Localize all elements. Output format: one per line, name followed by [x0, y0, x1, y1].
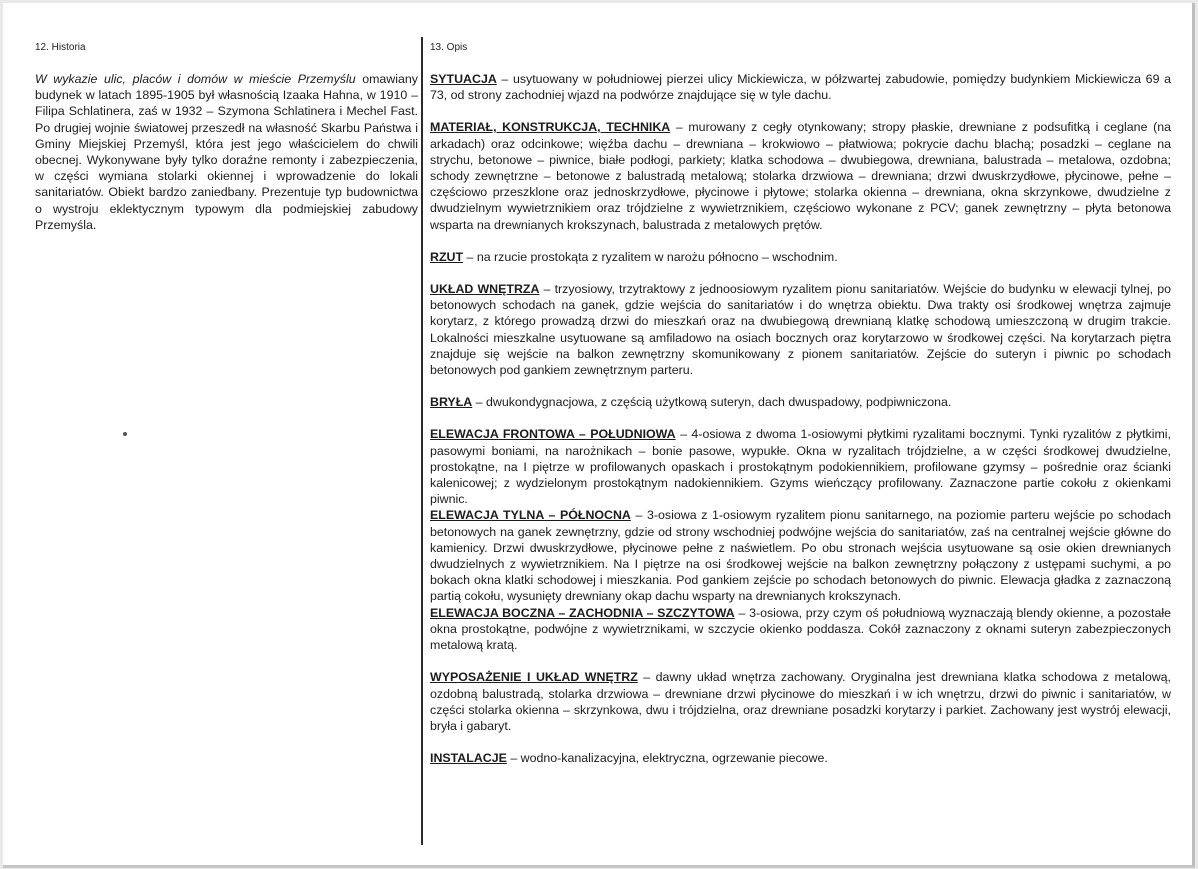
section-elewacja-frontowa — [430, 426, 1171, 507]
document-page — [3, 3, 1195, 868]
section-label: ELEWACJA BOCZNA – ZACHODNIA – SZCZYTOWA — [430, 605, 735, 620]
section-rzut — [430, 249, 1171, 265]
section-label: ELEWACJA FRONTOWA – POŁUDNIOWA — [430, 427, 676, 442]
section-sytuacja — [430, 71, 1171, 103]
section-elewacja-tylna — [430, 507, 1171, 604]
section-uklad-wnetrza — [430, 281, 1171, 378]
section-text: – na rzucie prostokąta z ryzalitem w narożu północno – wschodnim. — [463, 249, 838, 264]
section-elewacja-boczna — [430, 605, 1171, 654]
section-instalacje — [430, 750, 1171, 766]
historia-column — [35, 41, 418, 233]
section-material — [430, 119, 1171, 232]
section-text: – 3-osiowa, przy czym oś południową wyznaczają blendy okienne, a pozostałe okna prostokątne, podwójne z wywietrznikami, w szczycie okienko poddasza. Cokół zaznaczony z oknami suteryn zabezpieczonych metalową kratą. — [430, 605, 1171, 653]
section-text: – trzyosiowy, trzytraktowy z jednoosiowym ryzalitem pionu sanitariatów. Wejście do budynku w elewacji tylnej, po betonowych schodach na ganek, gdzie wejścia do sanitariatów i do wnętrza obiektu. Dwa trakty osi środkowej wnętrza zajmuje korytarz, z którego prowadzą drzwi do mieszkań oraz na dwubiegową drewnianą klatkę schodową umieszczoną w drugim trakcie. Lokalności mieszkalne usytuowane są amfiladowo na osiach bocznych oraz korytarzowo w środkowej części. Na korytarzach piętra znajduje się wejście na balkon zewnętrzny skomunikowany z pionem sanitariatów. Zejście do suteryn i piwnic po schodach betonowych pod gankiem zewnętrznym parteru. — [430, 282, 1171, 378]
opis-column — [430, 41, 1171, 766]
section-text: – 3-osiowa z 1-osiowym ryzalitem pionu sanitarnego, na poziomie parteru wejście po schodach betonowych na ganek zewnętrzny, gdzie od strony wschodniej podwójne wejścia do sanitariatów, zaś na centralnej wejście główne do kamienicy. Drzwi dwuskrzydłowe, płycinowe pełne z naświetlem. Po obu stronach wejścia usytuowane są osie okien drewnianych dwudzielnych z wywietrznikiem. Na I piętrze na osi środkowej wejście na balkon zewnętrzny połączony z ustępami suchymi, a po bokach okna klatki schodowej i mieszkania. Pod gankiem zejście po schodach betonowych do piwnic. Elewacja gładka z zaznaczoną partią cokołu, wysunięty drewniany okap dachu wsparty na drewnianych krokszynach. — [430, 508, 1171, 604]
section-label: RZUT — [430, 249, 464, 264]
section-label: INSTALACJE — [430, 751, 507, 766]
section-label: UKŁAD WNĘTRZA — [430, 282, 540, 297]
section-label: WYPOSAŻENIE I UKŁAD WNĘTRZ — [430, 670, 638, 685]
scan-speck — [123, 432, 127, 436]
column-divider — [421, 37, 423, 845]
section-bryla — [430, 394, 1171, 410]
section-text: – dwukondygnacjowa, z częścią użytkową suteryn, dach dwuspadowy, podpiwniczona. — [472, 395, 952, 410]
section-text: – murowany z cegły otynkowany; stropy płaskie, drewniane z podsufitką i ceglane (na arkadach) oraz odcinkowe; więźba dachu – drewniana – krokwiowo – płatwiowa; pokrycie dachu blachą; posadzki – ceglane na strychu, betonowe – piwnice, białe podłogi, parkiety; klatka schodowa – dwubiegowa, drewniana, balustrada – metalowa, ozdobna; schody zewnętrzne – betonowe z balustradą metalową; stolarka drzwiowa – drewniana; drzwi dwuskrzydłowe, płycinowe, pełne – częściowo przeszklone oraz jednoskrzydłowe, płycinowe i płytowe; stolarka okienna – drewniana, okna skrzynkowe, dwudzielne z dwudzielnym wywietrznikiem oraz trójdzielne z wywietrznikiem, częściowo wykonane z PCV; ganek zewnętrzny – płyta betonowa wsparta na drewnianych krokszynach, balustrada z metalowych prętów. — [430, 120, 1171, 232]
section-text: – usytuowany w południowej pierzei ulicy Mickiewicza, w półzwartej zabudowie, pomiędzy budynkiem Mickiewicza 69 a 73, od strony zachodniej wjazd na podwórze znajdujące się w tyle dachu. — [430, 72, 1171, 103]
section-wyposazenie — [430, 669, 1171, 734]
section-text: – wodno-kanalizacyjna, elektryczna, ogrzewanie piecowe. — [506, 751, 828, 766]
opis-header: 13. Opis — [430, 42, 468, 53]
historia-text — [35, 71, 418, 233]
section-label: SYTUACJA — [430, 72, 497, 86]
historia-lead: W wykazie ulic, placów i domów w mieście Przemyślu — [35, 72, 356, 86]
section-text: – 4-osiowa z dwoma 1-osiowymi płytkimi ryzalitami bocznymi. Tynki ryzalitów z płytkimi, pasowymi boniami, na narożnikach – bonie pasowe, wypukłe. Okna w ryzalitach trójdzielne, a w części środkowej dwudzielne, prostokątne, na I piętrze w profilowanych opaskach i prostokątnym podokiennikiem, profilowane gzymsy – pośrednie oraz ścianki kalenicowej; z wydzielonym prostokątnym nadokiennikiem. Gzyms wieńczący profilowany. Zaznaczone partie cokołu z okienkami piwnic. — [430, 427, 1171, 507]
section-label: MATERIAŁ, KONSTRUKCJA, TECHNIKA — [430, 120, 671, 135]
historia-header: 12. Historia — [35, 42, 86, 53]
section-text: – dawny układ wnętrza zachowany. Oryginalna jest drewniana klatka schodowa z metalową, ozdobną balustradą, stolarka drzwiowa – drewniane drzwi płycinowe do mieszkań i w ich wnętrzu, drzwi do piwnic i sanitariatów, w części stolarka okienna – skrzynkowa, dwu i trójdzielna, oraz drewniane posadzki korytarzy i parkiet. Zachowany jest wystrój elewacji, bryła i gabaryt. — [430, 670, 1172, 733]
section-label: BRYŁA — [430, 395, 473, 410]
section-label: ELEWACJA TYLNA – PÓŁNOCNA — [430, 508, 631, 523]
historia-body: omawiany budynek w latach 1895-1905 był własnością Izaaka Hahna, w 1910 – Filipa Schlatinera, zaś w 1932 – Szymona Schlatinera i Mechel Fast. Po drugiej wojnie światowej przeszedł na własność Skarbu Państwa i Gminy Miejskiej Przemyśl, która jest jego właścicielem do chwili obecnej. Wykonywane były tylko doraźne remonty i zabezpieczenia, w części wymiana stolarki okiennej i wprowadzenie do lokali sanitariatów. Obiekt bardzo zaniedbany. Prezentuje typ budownictwa o wystroju eklektycznym typowym dla podmiejskiej zabudowy Przemyśla. — [35, 72, 418, 232]
